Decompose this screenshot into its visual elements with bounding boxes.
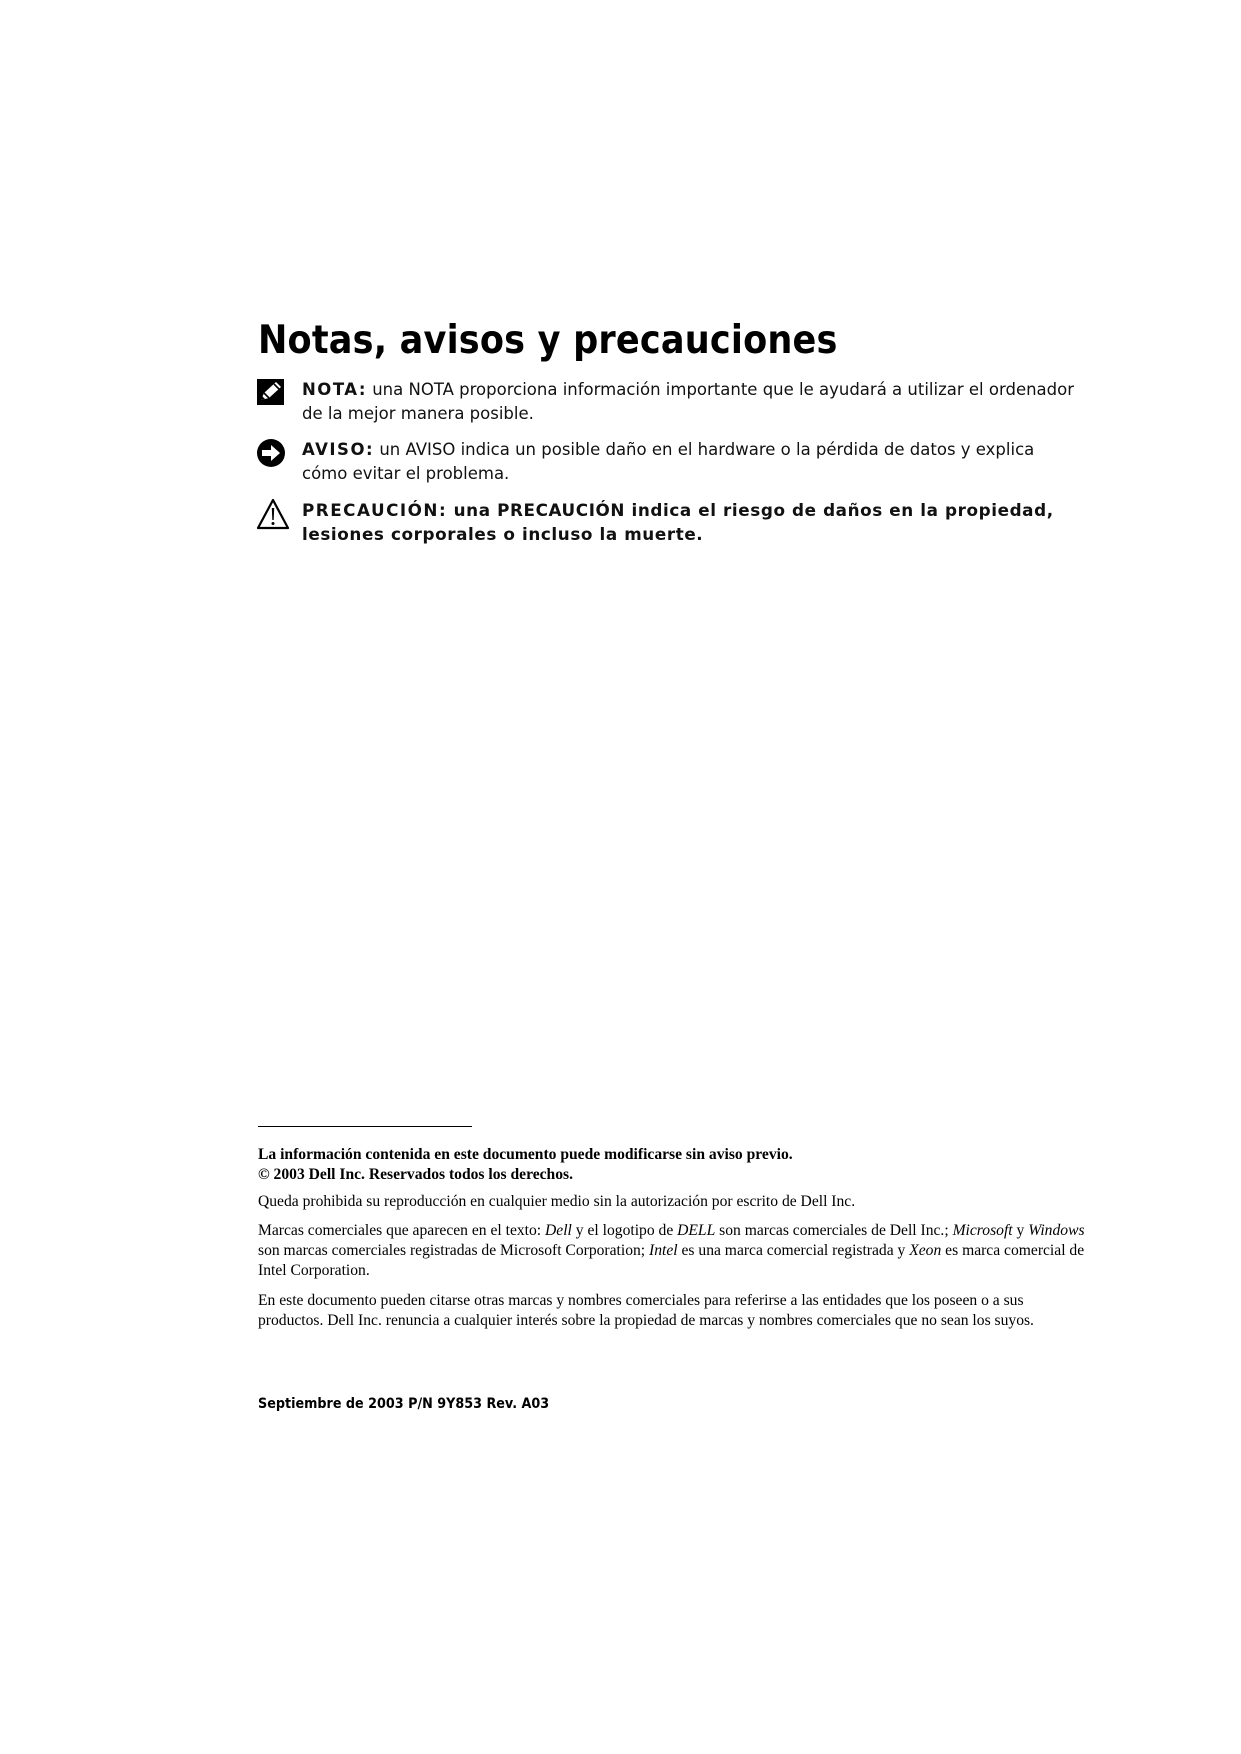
copyright-line: © 2003 Dell Inc. Reservados todos los derechos.	[258, 1166, 573, 1183]
trademarks-text	[258, 1221, 1088, 1281]
trademarks-text-7: es marca comercial de Intel Corporation.	[258, 1242, 1085, 1279]
aviso-notice	[256, 438, 1076, 486]
trademarks-text-3: son marcas comerciales de Dell Inc.;	[715, 1222, 953, 1239]
trademark-windows: Windows	[1028, 1222, 1085, 1239]
trademarks-text-1: Marcas comerciales que aparecen en el texto:	[258, 1222, 546, 1239]
trademarks-text-5: son marcas comerciales registradas de Microsoft Corporation;	[258, 1242, 650, 1259]
notice-arrow-icon	[256, 438, 286, 473]
page-title: Notas, avisos y precauciones	[258, 318, 838, 363]
reproduction-text: Queda prohibida su reproducción en cualquier medio sin la autorización por escrito de Dell Inc.	[258, 1193, 856, 1210]
separator-rule	[258, 1126, 472, 1127]
aviso-body: un AVISO indica un posible daño en el hardware o la pérdida de datos y explica cómo evitar el problema.	[302, 440, 1035, 483]
legal-header	[258, 1145, 1088, 1185]
other-marks-text: En este documento pueden citarse otras marcas y nombres comerciales para referirse a las entidades que los poseen o a sus productos. Dell Inc. renuncia a cualquier interés sobre la propiedad de marcas y nombres comerciales que no sean los suyos.	[258, 1292, 1034, 1329]
trademarks-text-2: y el logotipo de	[571, 1222, 678, 1239]
aviso-text	[302, 438, 1076, 486]
aviso-label: AVISO:	[302, 440, 375, 459]
caution-body: una PRECAUCIÓN indica el riesgo de daños en la propiedad, lesiones corporales o incluso la muerte.	[302, 500, 1054, 544]
caution-text	[302, 498, 1076, 546]
trademark-xeon: Xeon	[909, 1242, 942, 1259]
note-label: NOTA:	[302, 380, 367, 399]
other-marks-paragraph	[258, 1291, 1088, 1331]
trademark-dell-logo: DELL	[677, 1222, 716, 1239]
note-body: una NOTA proporciona información importante que le ayudará a utilizar el ordenador de la mejor manera posible.	[302, 380, 1075, 423]
note-text	[302, 378, 1076, 426]
trademarks-text-4: y	[1012, 1222, 1029, 1239]
trademarks-text-6: es una marca comercial registrada y	[677, 1242, 910, 1259]
reproduction-paragraph	[258, 1192, 1088, 1212]
caution-label: PRECAUCIÓN:	[302, 500, 448, 520]
legal-change-notice: La información contenida en este documento puede modificarse sin aviso previo.	[258, 1146, 793, 1163]
trademark-dell: Dell	[545, 1222, 572, 1239]
note-pencil-icon	[256, 378, 286, 411]
trademark-microsoft: Microsoft	[952, 1222, 1013, 1239]
caution-triangle-icon	[256, 498, 290, 535]
trademark-intel: Intel	[649, 1242, 678, 1259]
trademarks-paragraph	[258, 1221, 1088, 1281]
publication-footer: Septiembre de 2003 P/N 9Y853 Rev. A03	[258, 1396, 550, 1412]
caution-notice	[256, 498, 1076, 546]
note-notice	[256, 378, 1076, 426]
